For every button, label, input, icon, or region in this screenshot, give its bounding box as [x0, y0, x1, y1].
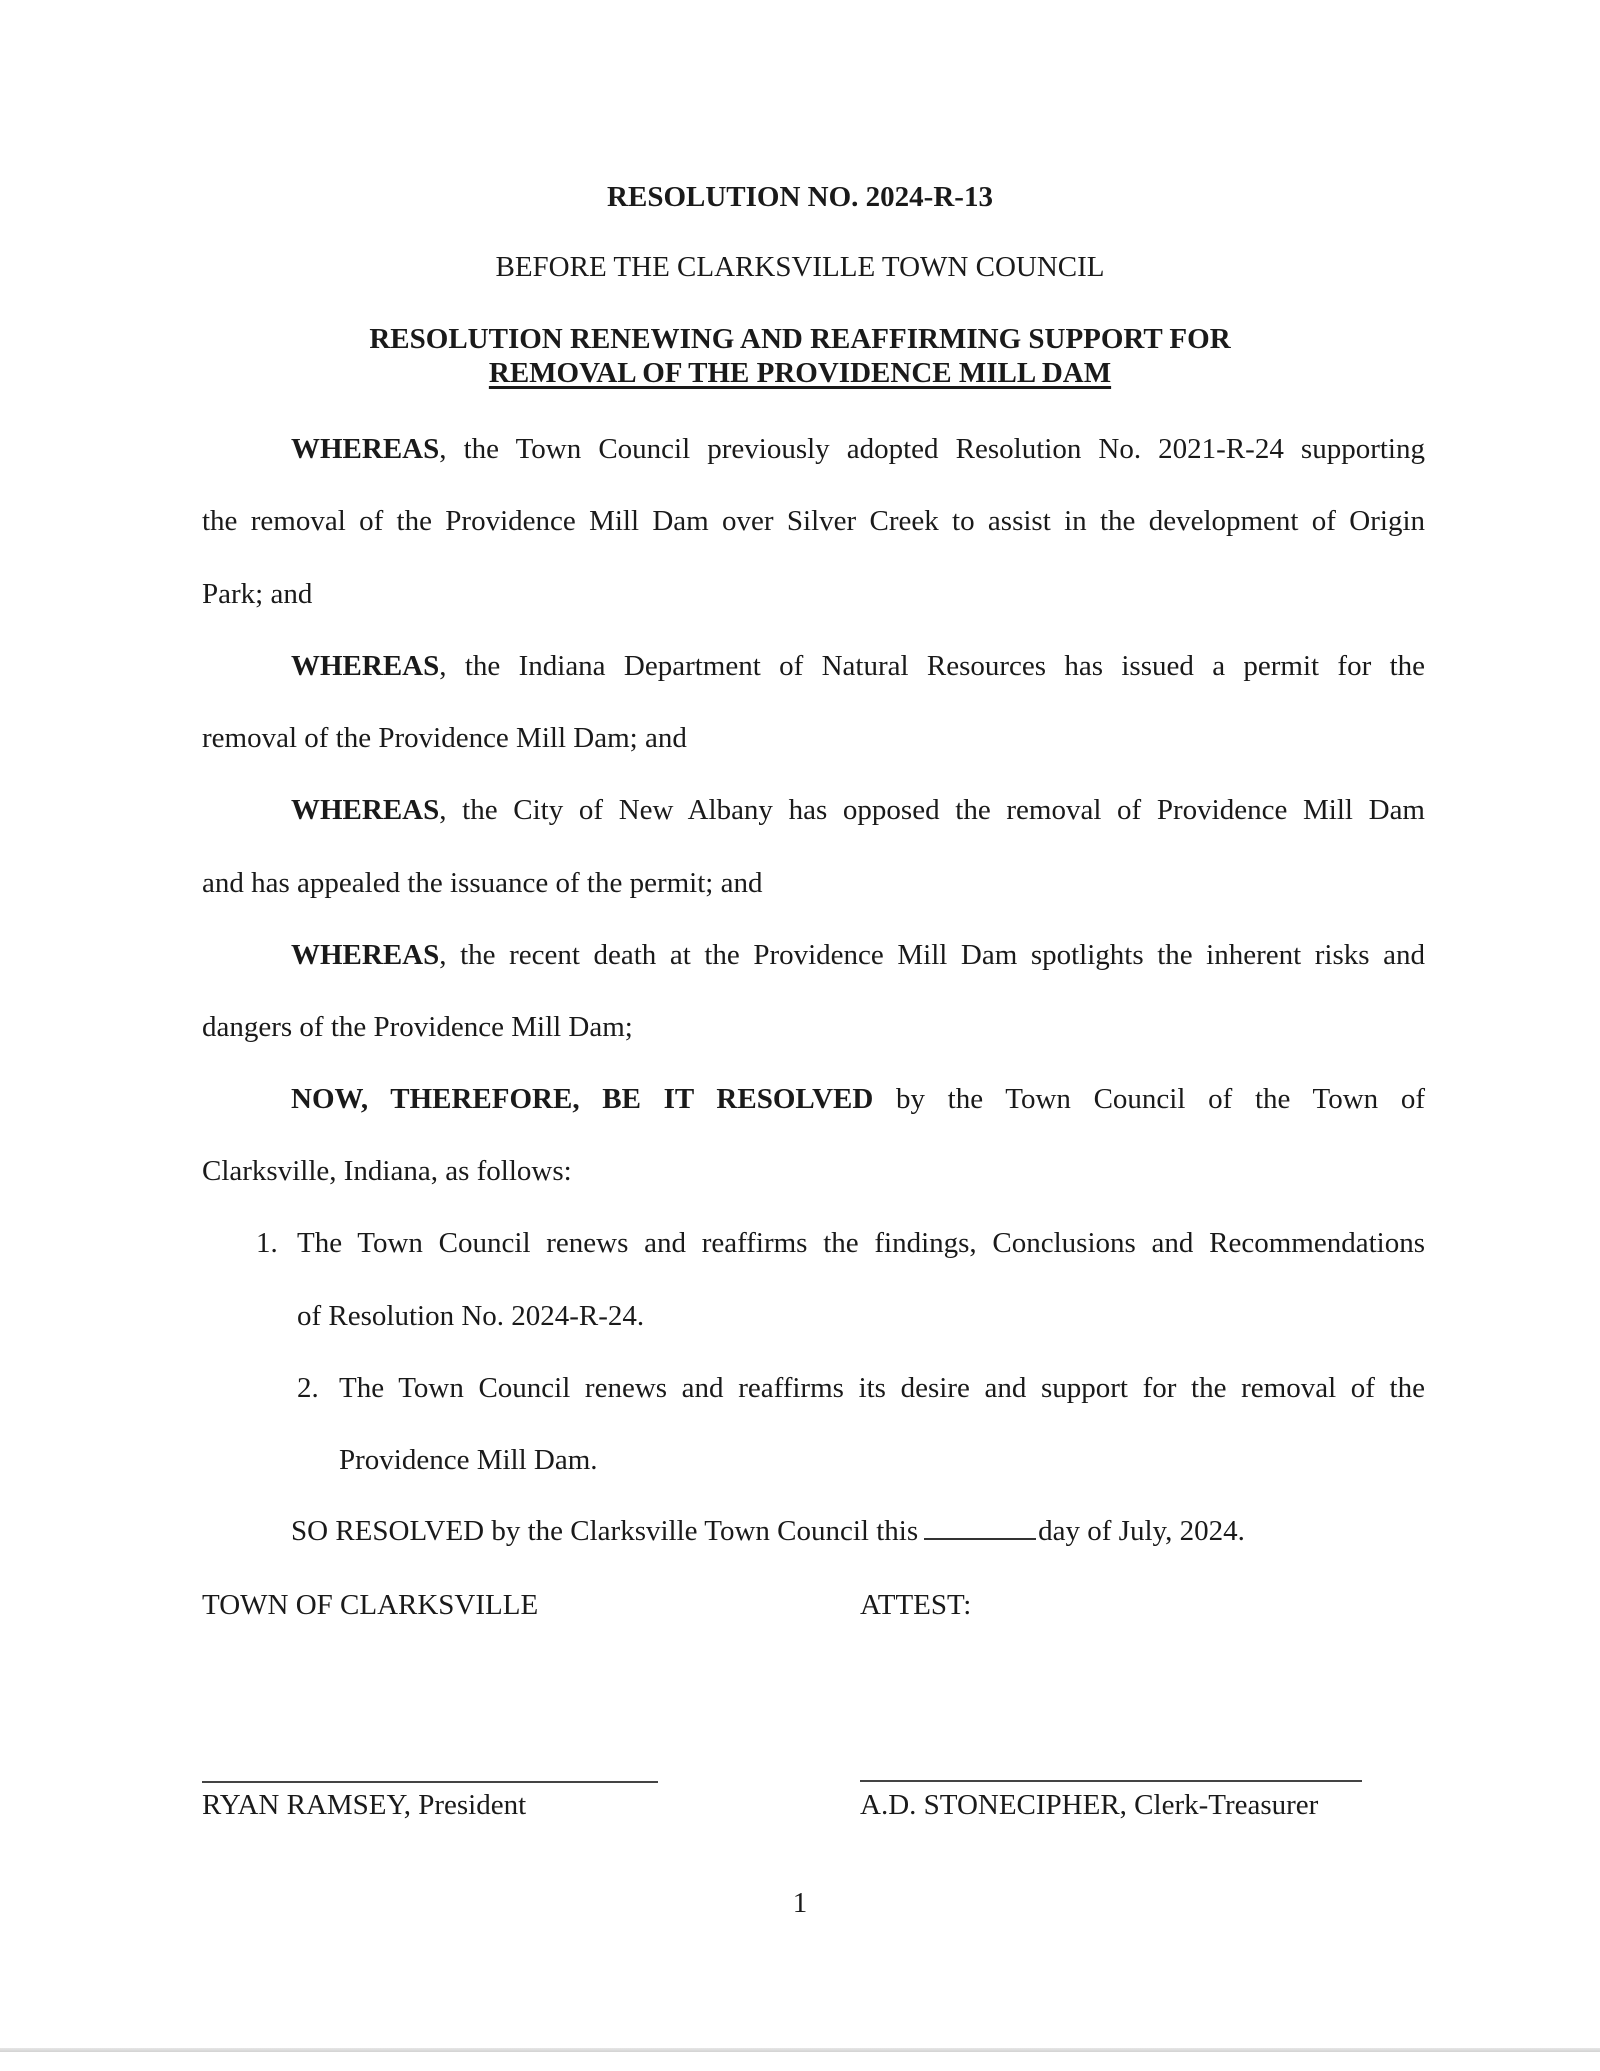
whereas-2-text: , the Indiana Department of Natural Resources has issued a permit for the	[439, 650, 1425, 682]
whereas-1-line-3: Park; and	[202, 578, 313, 610]
heading-line-2: REMOVAL OF THE PROVIDENCE MILL DAM	[488, 357, 1112, 389]
item-2-number: 2.	[297, 1372, 319, 1404]
item-1-line-2: of Resolution No. 2024-R-24.	[297, 1300, 645, 1332]
item-1-line-1: The Town Council renews and reaffirms the findings, Conclusions and Recommendations	[297, 1227, 1425, 1259]
whereas-4-text: , the recent death at the Providence Mill Dam spotlights the inherent risks and	[439, 939, 1425, 971]
signature-line-president[interactable]	[202, 1781, 658, 1783]
resolved-line-2: Clarksville, Indiana, as follows:	[202, 1155, 572, 1187]
whereas-1-line-1	[291, 432, 1425, 466]
whereas-label: WHEREAS	[291, 794, 440, 826]
signatory-president: RYAN RAMSEY, President	[202, 1789, 527, 1821]
resolved-line-1	[291, 1082, 1425, 1116]
heading-line-2-wrap	[0, 356, 1600, 390]
signature-line-clerk[interactable]	[860, 1780, 1362, 1782]
whereas-2-line-1	[291, 649, 1425, 683]
whereas-3-line-2: and has appealed the issuance of the permit; and	[202, 867, 763, 899]
venue-line: BEFORE THE CLARKSVILLE TOWN COUNCIL	[495, 251, 1105, 283]
whereas-1-text: , the Town Council previously adopted Resolution No. 2021-R-24 supporting	[439, 433, 1425, 465]
whereas-label: WHEREAS	[291, 939, 440, 971]
attest-label: ATTEST:	[860, 1589, 972, 1621]
page-bottom-edge	[0, 2048, 1600, 2052]
heading-line-1: RESOLUTION RENEWING AND REAFFIRMING SUPPORT FOR	[369, 323, 1231, 355]
day-blank-field[interactable]	[924, 1514, 1036, 1540]
resolved-text: by the Town Council of the Town of	[896, 1083, 1426, 1115]
whereas-1-line-2: the removal of the Providence Mill Dam over Silver Creek to assist in the development of Origin	[202, 505, 1425, 537]
signatory-clerk-treasurer: A.D. STONECIPHER, Clerk-Treasurer	[860, 1789, 1319, 1821]
resolved-label: NOW, THEREFORE, BE IT RESOLVED	[291, 1083, 874, 1115]
so-resolved-suffix: day of July, 2024.	[1038, 1515, 1245, 1547]
whereas-3-line-1	[291, 793, 1425, 827]
whereas-3-text: , the City of New Albany has opposed the removal of Providence Mill Dam	[439, 794, 1425, 826]
item-2-line-2: Providence Mill Dam.	[339, 1444, 598, 1476]
so-resolved-line	[291, 1514, 1245, 1548]
item-2-line-1: The Town Council renews and reaffirms its desire and support for the removal of the	[339, 1372, 1425, 1404]
page-number: 1	[792, 1887, 808, 1919]
whereas-label: WHEREAS	[291, 433, 440, 465]
whereas-4-line-1	[291, 938, 1425, 972]
whereas-2-line-2: removal of the Providence Mill Dam; and	[202, 722, 687, 754]
town-of-clarksville-label: TOWN OF CLARKSVILLE	[202, 1589, 539, 1621]
resolution-number: RESOLUTION NO. 2024-R-13	[607, 181, 993, 213]
whereas-4-line-2: dangers of the Providence Mill Dam;	[202, 1011, 633, 1043]
whereas-label: WHEREAS	[291, 650, 440, 682]
item-1-number: 1.	[256, 1227, 278, 1259]
so-resolved-prefix: SO RESOLVED by the Clarksville Town Council this	[291, 1515, 919, 1547]
